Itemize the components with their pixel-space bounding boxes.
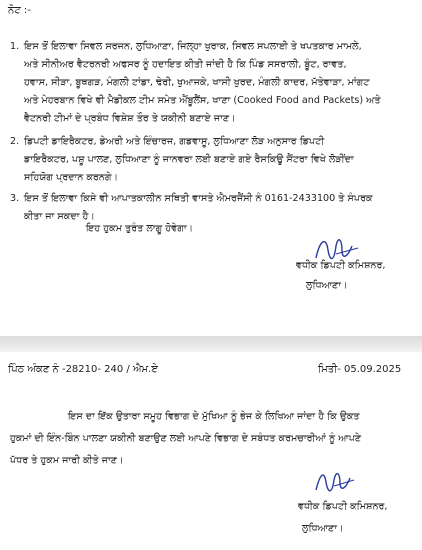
- page-separator: [0, 336, 422, 352]
- body-line-2: ਹੁਕਮਾਂ ਦੀ ਇੰਨ-ਬਿੰਨ ਪਾਲਣਾ ਯਕੀਨੀ ਬਣਾਉਣ ਲਈ ਆਪਣੇ ਵਿਭਾਗ ਦੇ ਸਬੰਧਤ ਕਰਮਚਾਰੀਆਂ ਨੂੰ ਆਪਣੇ: [10, 433, 362, 444]
- item2-line-2: ਡਾਇਰੈਕਟਰ, ਪਸ਼ੂ ਪਾਲਣ, ਲੁਧਿਆਣਾ ਨੂੰ ਜਾਨਵਰਾ ਲਈ ਬਣਾਏ ਗਏ ਰੈਸਕਿਊ ਸੈਂਟਰਾ ਵਿਖੇ ਲੋੜੀਂਦਾ: [24, 154, 354, 165]
- body-line-3: ਪੱਧਰ ਤੇ ਹੁਕਮ ਜਾਰੀ ਕੀਤੇ ਜਾਣ।: [10, 455, 124, 466]
- item1-line-2: ਅਤੇ ਸੀਨੀਅਰ ਵੈਟਰਨਰੀ ਅਫਸਰ ਨੂੰ ਹਦਾਇਤ ਕੀਤੀ ਜਾਂਦੀ ਹੈ ਕਿ ਪਿੰਡ ਸਸਰਾਲੀ, ਬੂੰਟ, ਰਾਵਤ,: [24, 59, 347, 70]
- item1-line-5: ਵੈਟਨਰੀ ਟੀਮਾਂ ਦੇ ਪ੍ਰਬੰਧ ਵਿਸ਼ੇਸ਼ ਤੌਰ ਤੇ ਯਕੀਨੀ ਬਣਾਏ ਜਾਣ।: [24, 113, 236, 124]
- item3-line-2: ਕੀਤਾ ਜਾ ਸਕਦਾ ਹੈ।: [24, 211, 95, 222]
- item-number-2: 2.: [10, 136, 20, 147]
- endorsement-date: ਮਿਤੀ- 05.09.2025: [318, 364, 402, 375]
- order-page-bottom: [0, 352, 422, 550]
- item2-line-3: ਸਹਿਯੋਗ ਪ੍ਰਦਾਨ ਕਰਨਗੇ।: [24, 172, 119, 183]
- signature-place: ਲੁਧਿਆਣਾ।: [306, 280, 348, 291]
- item1-line-4: ਅਤੇ ਮੇਹਰਬਾਨ ਵਿਖੇ ਵੀ ਮੈਡੀਕਲ ਟੀਮ ਸਮੇਤ ਐਂਬੂਲੈਂਸ, ਖਾਣਾ (Cooked Food and Packets) ਅਤੇ: [24, 95, 381, 106]
- item-number-1: 1.: [10, 41, 20, 52]
- item1-line-3: ਹਵਾਸ, ਸੀੜਾ, ਬੂਥਗੜ, ਮੰਗਲੀ ਟਾਂਡਾ, ਢੇਰੀ, ਖੁਆਜਕੇ, ਖਾਸੀ ਖੁਰਦ, ਮੰਗਲੀ ਕਾਦਰ, ਮੱਤੇਵਾੜਾ, ਮਾਂਗਟ: [24, 77, 370, 88]
- signature-scribble-icon: [312, 466, 358, 500]
- bottom-signature-place: ਲੁਧਿਆਣਾ।: [302, 523, 344, 534]
- item2-line-1: ਡਿਪਟੀ ਡਾਇਰੈਕਟਰ, ਡੇਅਰੀ ਅਤੇ ਇੰਚਾਰਜ, ਗਡਵਾਸੂ, ਲੁਧਿਆਣਾ ਲੋੜ ਅਨੁਸਾਰ ਡਿਪਟੀ: [24, 136, 325, 147]
- bottom-signature-title: ਵਧੀਕ ਡਿਪਟੀ ਕਮਿਸ਼ਨਰ,: [298, 501, 388, 512]
- endorsement-header: [8, 362, 414, 384]
- note-heading: ਨੋਟ :-: [8, 5, 31, 16]
- endorsement-number: ਪਿੰਠ ਅੰਕਣ ਨੰ -28210- 240 / ਐਮ.ਏ: [8, 364, 158, 375]
- signature-title: ਵਧੀਕ ਡਿਪਟੀ ਕਮਿਸ਼ਨਰ,: [296, 260, 386, 271]
- item3-line-1: ਇਸ ਤੋਂ ਇਲਾਵਾ ਕਿਸੇ ਵੀ ਆਪਾਤਕਾਲੀਨ ਸਥਿਤੀ ਵਾਸਤੇ ਐਮਰਜੈਂਸੀ ਨੰ 0161-2433100 ਤੇ ਸੰਪਰਕ: [24, 193, 373, 204]
- body-line-1: ਇਸ ਦਾ ਇੱਕ ਉਤਾਰਾ ਸਮੂਹ ਵਿਭਾਗ ਦੇ ਮੁੱਖਿਆ ਨੂੰ ਭੇਜ ਕੇ ਲਿਖਿਆ ਜਾਂਦਾ ਹੈ ਕਿ ਉਕਤ: [68, 411, 360, 422]
- item1-line-1: ਇਸ ਤੋਂ ਇਲਾਵਾ ਸਿਵਲ ਸਰਜਨ, ਲੁਧਿਆਣਾ, ਜਿਲ੍ਹਾ ਖੁਰਾਕ, ਸਿਵਲ ਸਪਲਾਈ ਤੇ ਖਪਤਕਾਰ ਮਾਮਲੇ,: [24, 41, 362, 52]
- item-number-3: 3.: [10, 193, 20, 204]
- effect-line: ਇਹ ਹੁਕਮ ਤੁਰੰਤ ਲਾਗੂ ਹੋਵੇਗਾ।: [86, 223, 194, 234]
